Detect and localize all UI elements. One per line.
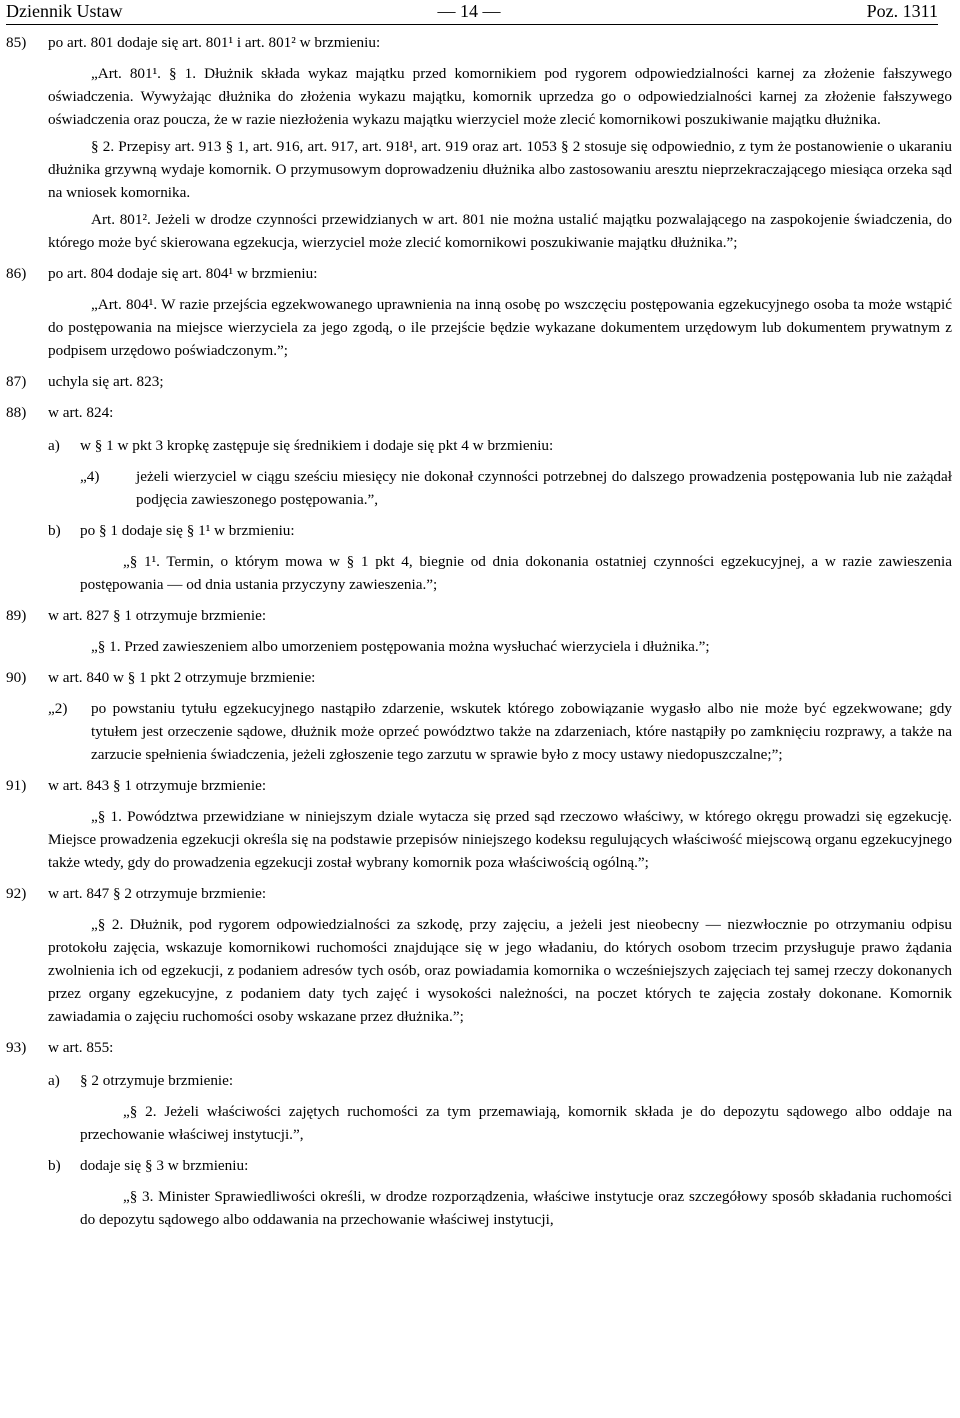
list-item xyxy=(0,774,960,797)
document-body xyxy=(0,31,960,1231)
item-text: w art. 847 § 2 otrzymuje brzmienie: xyxy=(48,885,267,902)
header-rule xyxy=(6,24,938,25)
quoted-point-number: „2) xyxy=(48,700,68,717)
page-number: — 14 — xyxy=(437,1,501,21)
item-number: 86) xyxy=(6,265,27,282)
item-number: 87) xyxy=(6,373,27,390)
quoted-point xyxy=(80,465,952,511)
list-item xyxy=(0,604,960,627)
item-number: 91) xyxy=(6,777,27,794)
sub-item xyxy=(48,1154,952,1177)
paragraph: „§ 1. Przed zawieszeniem albo umorzeniem postępowania można wysłuchać wierzyciela i dłużnika.”; xyxy=(91,638,710,655)
item-text: w art. 827 § 1 otrzymuje brzmienie: xyxy=(48,607,267,624)
list-item xyxy=(0,666,960,689)
quoted-point-number: „4) xyxy=(80,468,100,485)
item-text: w art. 843 § 1 otrzymuje brzmienie: xyxy=(48,777,267,794)
paragraph: „§ 2. Jeżeli właściwości zajętych ruchomości za tym przemawiają, komornik składa je do depozytu sądowego albo oddaje na przechowanie właściwej instytucji.”, xyxy=(80,1103,952,1143)
quoted-point xyxy=(48,697,952,766)
list-item xyxy=(0,401,960,424)
journal-title: Dziennik Ustaw xyxy=(6,1,123,21)
sub-item-text: dodaje się § 3 w brzmieniu: xyxy=(80,1157,249,1174)
page-header xyxy=(0,0,938,22)
paragraph: „§ 1. Powództwa przewidziane w niniejszym dziale wytacza się przed sąd rzeczowo właściwy, w którego okręgu prowadzi się egzekucję. Miejsce prowadzenia egzekucji określa się na podstawie przepisów niniejszego kodeksu regulujących właściwość miejscową organu egzekucyjnego także wtedy, gdy do prowadzenia egzekucji został wybrany komornik poza właściwością ogólną.”; xyxy=(48,808,952,871)
item-text: po art. 801 dodaje się art. 801¹ i art. 801² w brzmieniu: xyxy=(48,34,381,51)
sub-item-text: po § 1 dodaje się § 1¹ w brzmieniu: xyxy=(80,522,295,539)
item-text: w art. 855: xyxy=(48,1039,114,1056)
item-text: po art. 804 dodaje się art. 804¹ w brzmieniu: xyxy=(48,265,318,282)
sub-item-letter: a) xyxy=(48,1072,60,1089)
sub-item-letter: b) xyxy=(48,1157,61,1174)
sub-item xyxy=(48,1069,952,1092)
position-number: Poz. 1311 xyxy=(866,1,938,21)
paragraph: „Art. 804¹. W razie przejścia egzekwowanego uprawnienia na inną osobę po wszczęciu postępowania egzekucyjnego osoba ta może wstąpić do postępowania na miejsce wierzyciela za jego zgodą, o ile przejście będzie wykazane dokumentem urzędowym lub dokumentem prywatnym z podpisem urzędowo poświadczonym.”; xyxy=(48,296,952,359)
quoted-point-text: jeżeli wierzyciel w ciągu sześciu miesięcy nie dokonał czynności potrzebnej do dalszego prowadzenia postępowania lub nie zażądał podjęcia zawieszonego postępowania.”, xyxy=(136,468,952,508)
paragraph: „§ 2. Dłużnik, pod rygorem odpowiedzialności za szkodę, przy zajęciu, a jeżeli jest nieobecny — niezwłocznie po otrzymaniu odpisu protokołu zajęcia, wskazuje komornikowi ruchomości znajdujące się w jego władaniu, do których osobom trzecim przysługuje prawo żądania zwolnienia ich od egzekucji, z podaniem adresów tych osób, oraz powiadamia komornika o wcześniejszych zajęciach tej samej rzeczy dokonanych przez organy egzekucyjne, z podaniem daty tych zajęć i wysokości należności, na poczet których te zajęcia zostały dokonane. Komornik zawiadamia o zajęciu ruchomości osoby wskazane przez dłużnika.”; xyxy=(48,916,952,1025)
sub-item-text: w § 1 w pkt 3 kropkę zastępuje się średnikiem i dodaje się pkt 4 w brzmieniu: xyxy=(80,437,554,454)
item-number: 90) xyxy=(6,669,27,686)
item-number: 89) xyxy=(6,607,27,624)
item-number: 93) xyxy=(6,1039,27,1056)
item-text: w art. 840 w § 1 pkt 2 otrzymuje brzmienie: xyxy=(48,669,316,686)
list-item xyxy=(0,262,960,285)
item-number: 88) xyxy=(6,404,27,421)
list-item xyxy=(0,31,960,54)
item-number: 85) xyxy=(6,34,27,51)
sub-item xyxy=(48,519,952,542)
paragraph: „§ 3. Minister Sprawiedliwości określi, w drodze rozporządzenia, właściwe instytucje oraz szczegółowy sposób składania ruchomości do depozytu sądowego albo oddawania na przechowanie właściwej instytucji, xyxy=(80,1188,952,1228)
item-number: 92) xyxy=(6,885,27,902)
item-text: w art. 824: xyxy=(48,404,114,421)
sub-item xyxy=(48,434,952,457)
list-item xyxy=(0,1036,960,1059)
paragraph: § 2. Przepisy art. 913 § 1, art. 916, art. 917, art. 918¹, art. 919 oraz art. 1053 § 2 stosuje się odpowiednio, z tym że postanowienie o ukaraniu dłużnika grzywną wydaje komornik. O przymusowym doprowadzeniu dłużnika albo zastosowaniu aresztu nieprzekraczającego miesiąca orzeka sąd na wniosek komornika. xyxy=(48,138,952,201)
paragraph: „Art. 801¹. § 1. Dłużnik składa wykaz majątku przed komornikiem pod rygorem odpowiedzialności karnej za złożenie fałszywego oświadczenia. Wywyżając dłużnika do złożenia wykazu majątku, komornik uprzedza go o odpowiedzialności karnej za złożenie fałszywego oświadczenia oraz poucza, że w razie niezłożenia wykazu majątku wierzyciel może zlecić komornikowi poszukiwanie majątku dłużnika. xyxy=(48,65,952,128)
list-item xyxy=(0,882,960,905)
paragraph: Art. 801². Jeżeli w drodze czynności przewidzianych w art. 801 nie można ustalić majątku pozwalającego na zaspokojenie świadczenia, do którego może być skierowana egzekucja, wierzyciel może zlecić komornikowi poszukiwanie majątku dłużnika.”; xyxy=(48,211,952,251)
item-text: uchyla się art. 823; xyxy=(48,373,164,390)
sub-item-text: § 2 otrzymuje brzmienie: xyxy=(80,1072,234,1089)
sub-item-letter: b) xyxy=(48,522,61,539)
list-item xyxy=(0,370,960,393)
sub-item-letter: a) xyxy=(48,437,60,454)
paragraph: „§ 1¹. Termin, o którym mowa w § 1 pkt 4, biegnie od dnia dokonania ostatniej czynności egzekucyjnej, a w razie zawieszenia postępowania — od dnia ustania przyczyny zawieszenia.”; xyxy=(80,553,952,593)
quoted-point-text: po powstaniu tytułu egzekucyjnego nastąpiło zdarzenie, wskutek którego zobowiązanie wygasło albo nie może być egzekwowane; gdy tytułem jest orzeczenie sądowe, dłużnik może oprzeć powództwo także na zdarzeniach, które nastąpiły po zamknięciu rozprawy, a także na zarzucie spełnienia świadczenia, jeżeli zgłoszenie tego zarzutu w sprawie było z mocy ustawy niedopuszczalne;”; xyxy=(91,700,952,763)
